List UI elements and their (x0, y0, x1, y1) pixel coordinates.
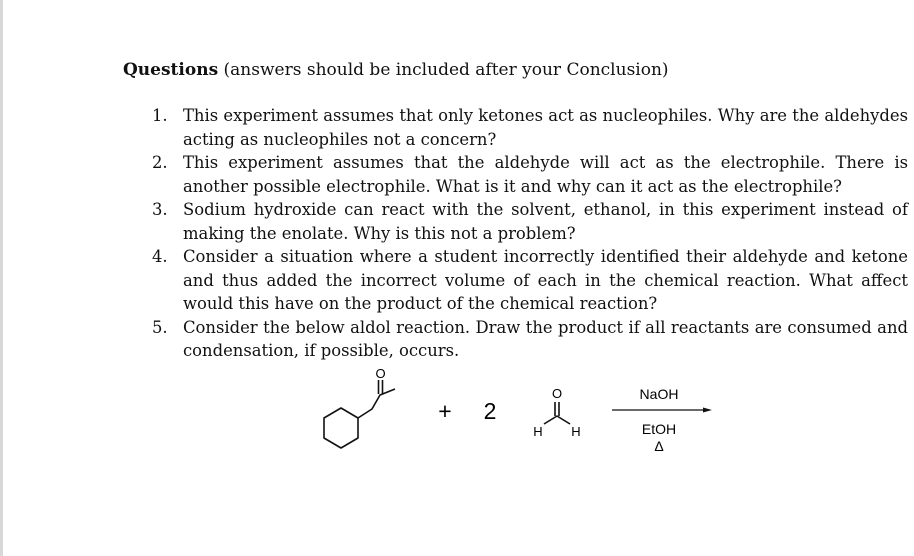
reaction-drawing (300, 362, 740, 462)
questions-list (152, 104, 908, 363)
questions-heading-bold: Questions (123, 60, 219, 80)
aldol-reaction-scheme (300, 362, 740, 462)
question-number: 4. (152, 247, 168, 266)
page-edge-rule (0, 0, 3, 556)
reaction-arrow-head (703, 408, 712, 413)
solvent-below-arrow: EtOH (641, 421, 677, 437)
question-text: This experiment assumes that only ketones act as nucleophiles. Why are the aldehydes acting as nucleophiles not a concern? (183, 106, 908, 149)
reagent-above-arrow: NaOH (639, 386, 679, 402)
aldehyde-h-bonds (544, 416, 570, 424)
question-text: This experiment assumes that the aldehyde will act as the electrophile. There is another possible electrophile. What is it and why can it act as the electrophile? (183, 153, 908, 196)
question-item (152, 245, 908, 316)
aldehyde-right-hydrogen: H (571, 424, 581, 439)
questions-heading (123, 58, 669, 82)
cyclohexane-ring (324, 408, 358, 448)
stoichiometric-coefficient: 2 (483, 398, 497, 424)
heat-symbol: Δ (654, 438, 664, 454)
question-text: Consider the below aldol reaction. Draw the product if all reactants are consumed and condensation, if possible, occurs. (183, 317, 908, 360)
question-item (152, 104, 908, 151)
question-item (152, 316, 908, 363)
question-number: 1. (152, 106, 168, 125)
question-text: Sodium hydroxide can react with the solvent, ethanol, in this experiment instead of making the enolate. Why is this not a problem? (183, 200, 908, 243)
questions-heading-note: (answers should be included after your Conclusion) (218, 60, 669, 80)
question-number: 3. (152, 200, 168, 219)
question-number: 5. (152, 317, 168, 337)
question-item (152, 198, 908, 245)
aldehyde-oxygen-label: O (551, 386, 563, 401)
question-text: Consider a situation where a student incorrectly identified their aldehyde and ketone and thus added the incorrect volume of each in the chemical reaction. What affect would this have on the product of the chemical reaction? (183, 247, 908, 313)
ketone-oxygen-label: O (375, 366, 386, 381)
question-item (152, 151, 908, 198)
aldehyde-left-hydrogen: H (533, 424, 543, 439)
question-number: 2. (152, 153, 168, 172)
plus-sign: + (438, 398, 452, 424)
ketone-chain (358, 389, 395, 418)
